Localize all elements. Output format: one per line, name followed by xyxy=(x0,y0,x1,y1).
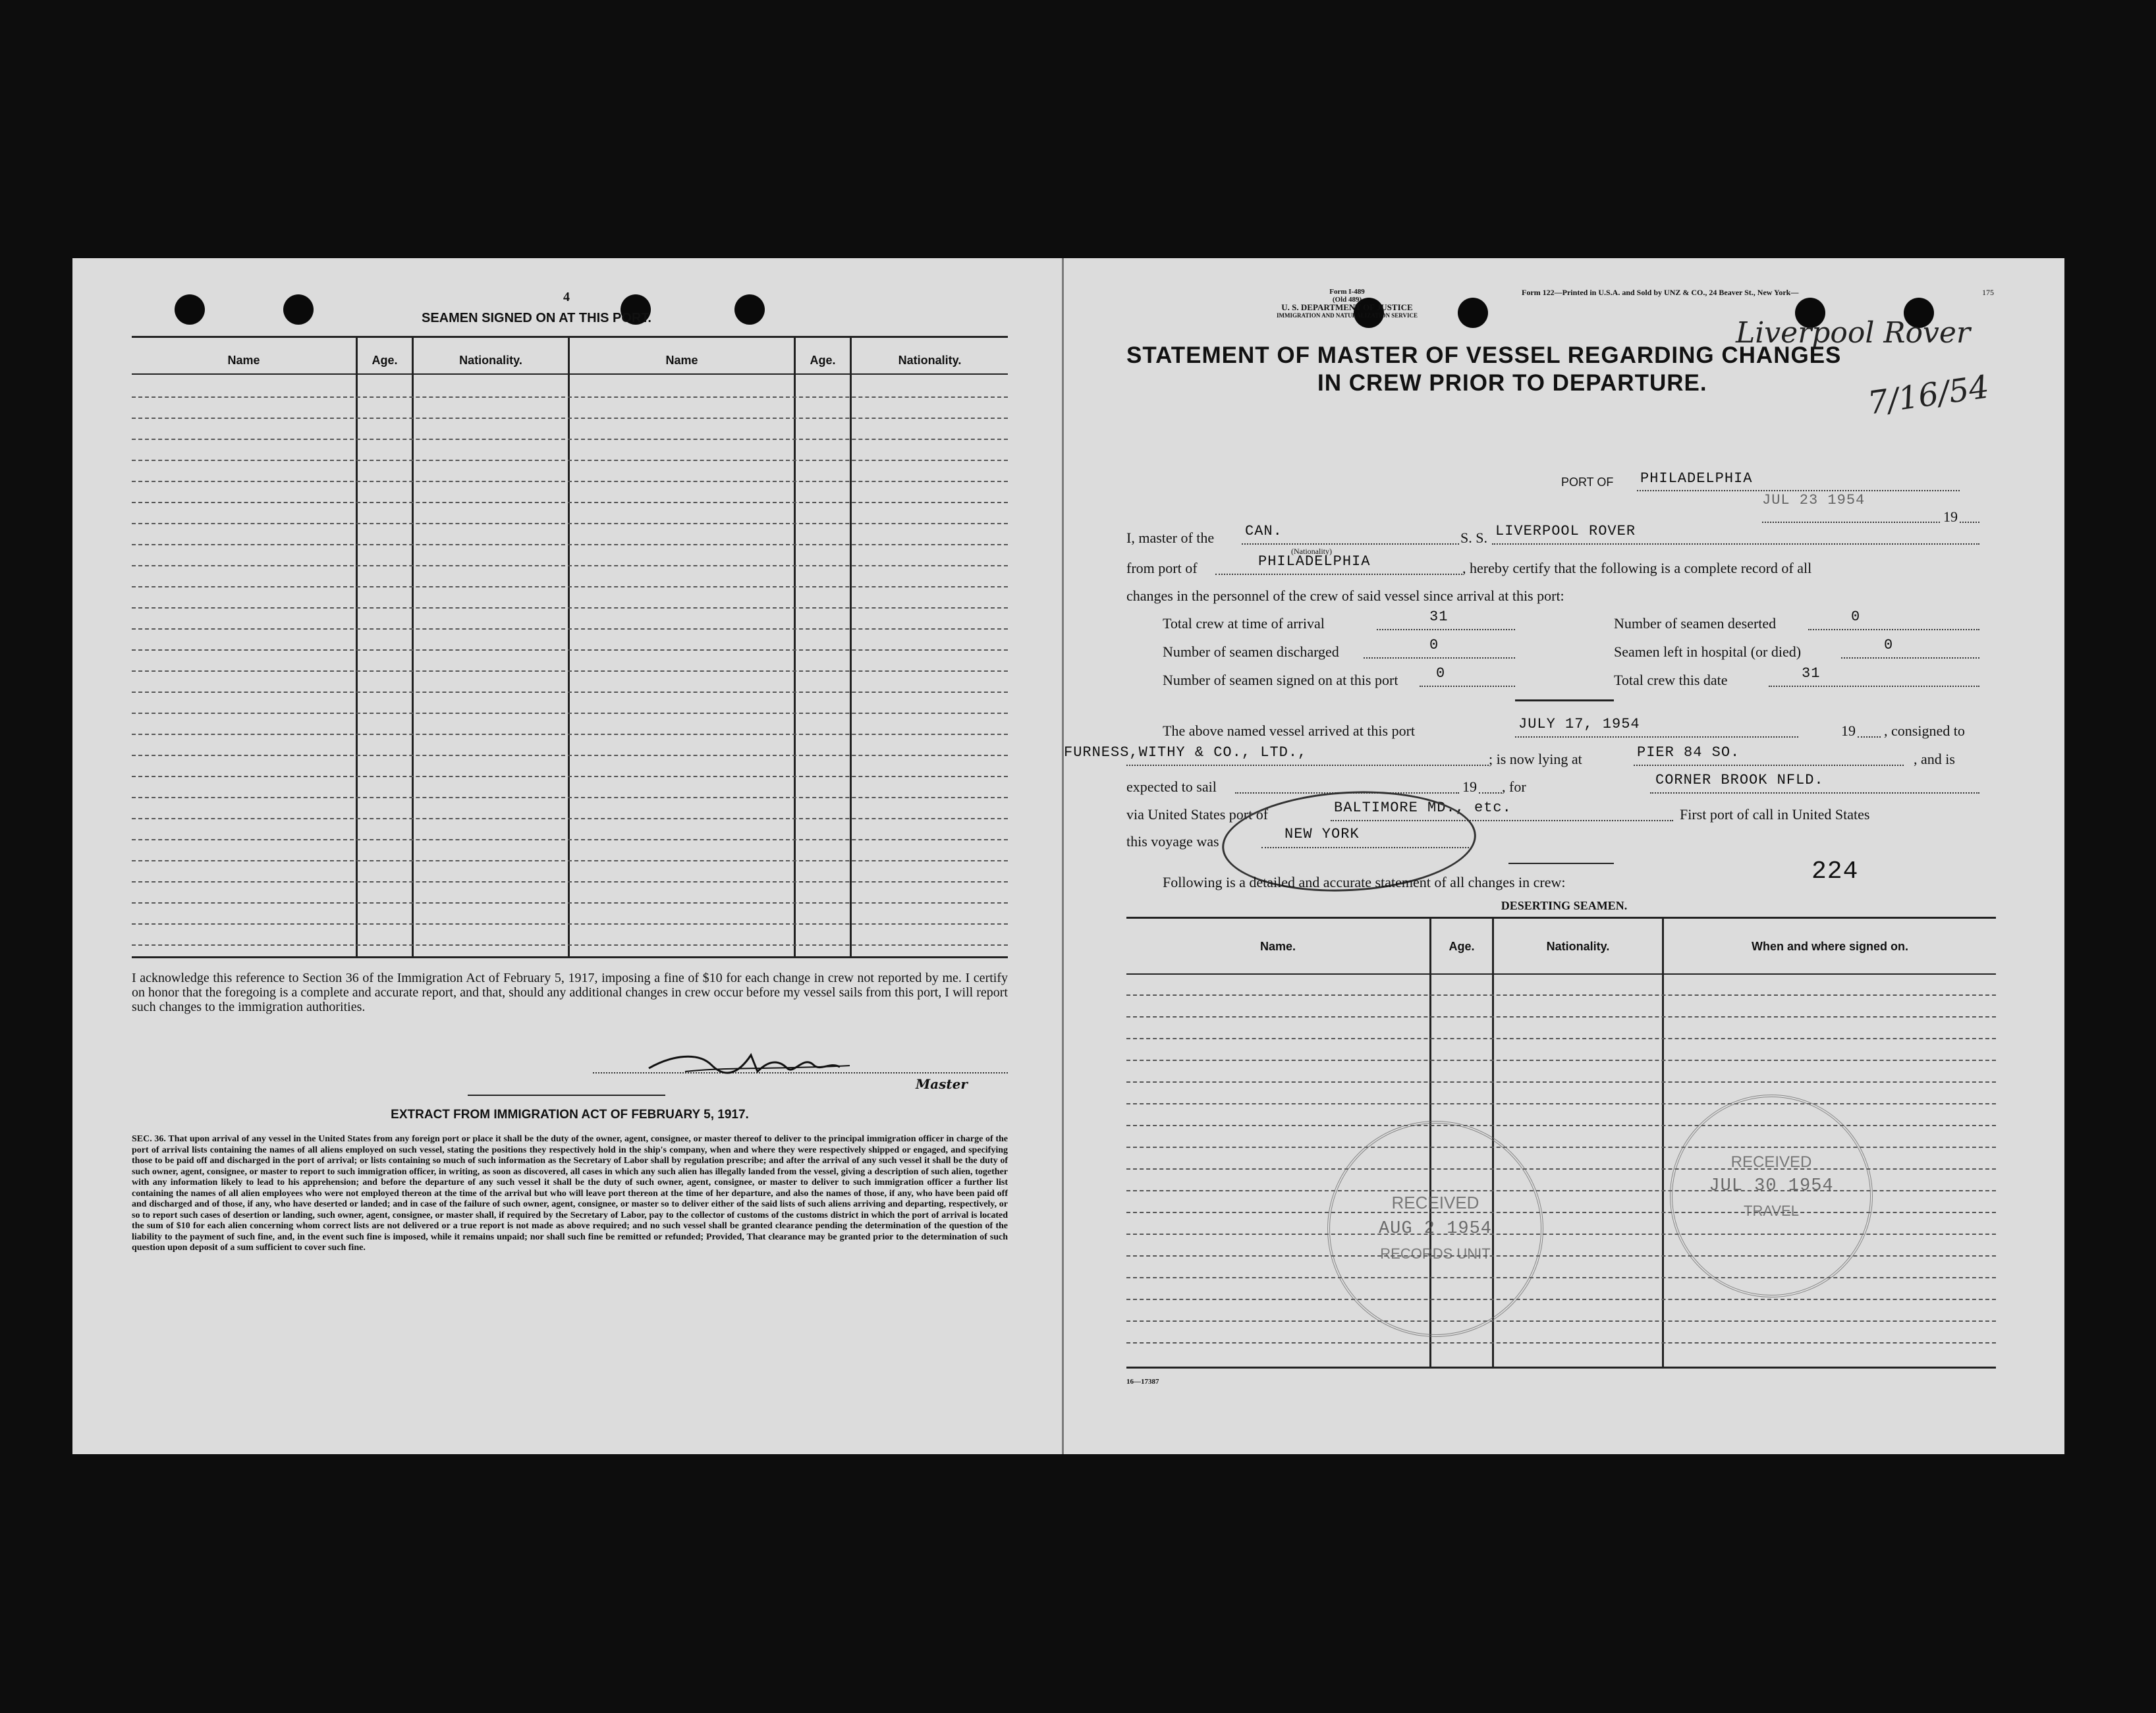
blank-row xyxy=(132,839,1008,840)
form-old: (Old 489) xyxy=(1332,296,1362,304)
stamp-line: RECEIVED xyxy=(1391,1193,1479,1212)
changes-number: 224 xyxy=(1811,857,1859,886)
stamp-line: JUL 30 1954 xyxy=(1709,1176,1834,1196)
ss-label: S. S. xyxy=(1460,530,1487,546)
blank-row xyxy=(1126,994,1996,996)
blank-row xyxy=(1126,1038,1996,1039)
blank-row xyxy=(1126,1103,1996,1104)
blank-row xyxy=(1126,1147,1996,1148)
discharged-label: Number of seamen discharged xyxy=(1163,643,1339,660)
printer-code: 175 xyxy=(1982,288,1994,297)
received-stamp xyxy=(1327,1121,1543,1337)
column-header-signed-on: When and where signed on. xyxy=(1751,940,1909,953)
date-stamp: JUL 23 1954 xyxy=(1762,492,1866,508)
blank-row xyxy=(132,628,1008,630)
blank-row xyxy=(132,439,1008,440)
column-header-age: Age. xyxy=(372,354,398,367)
form-header xyxy=(1215,288,1479,319)
and-is: , and is xyxy=(1914,751,1955,767)
blank-row xyxy=(1126,1255,1996,1257)
blank-row xyxy=(132,649,1008,651)
blank-row xyxy=(132,418,1008,419)
blank-row xyxy=(1126,1060,1996,1061)
blank-row xyxy=(132,586,1008,587)
for-value: CORNER BROOK NFLD. xyxy=(1655,772,1824,788)
following-text: Following is a detailed and accurate statement of all changes in crew: xyxy=(1163,874,1566,890)
total-crew-arrival-value: 31 xyxy=(1429,609,1449,625)
punch-hole-icon xyxy=(283,294,314,325)
punch-hole-icon xyxy=(175,294,205,325)
extract-title: EXTRACT FROM IMMIGRATION ACT OF FEBRUARY 5, 1917. xyxy=(391,1108,749,1122)
from-port-value: PHILADELPHIA xyxy=(1258,553,1371,570)
sail-label: expected to sail xyxy=(1126,778,1217,795)
blank-row xyxy=(1126,1277,1996,1278)
blank-row xyxy=(132,776,1008,777)
right-page xyxy=(1064,258,2064,1454)
column-header-nationality: Nationality. xyxy=(898,354,962,367)
blank-row xyxy=(132,565,1008,566)
blank-row xyxy=(132,755,1008,756)
blank-row xyxy=(132,481,1008,482)
port-label: PORT OF xyxy=(1561,476,1614,489)
blank-row xyxy=(132,692,1008,693)
blank-row xyxy=(132,860,1008,861)
blank-row xyxy=(132,502,1008,503)
handwritten-date: 7/16/54 xyxy=(1866,368,1992,422)
arrived-value: JULY 17, 1954 xyxy=(1518,716,1640,732)
blank-row xyxy=(1126,1299,1996,1300)
blank-row xyxy=(132,944,1008,946)
consigned-label: , consigned to xyxy=(1884,722,1965,739)
blank-row xyxy=(1126,1342,1996,1344)
page-number: 4 xyxy=(563,290,570,304)
column-header-name: Name. xyxy=(1259,940,1296,953)
blank-row xyxy=(132,797,1008,798)
signed-on-value: 0 xyxy=(1436,665,1446,682)
vessel-value: LIVERPOOL ROVER xyxy=(1495,523,1636,539)
printer-note: Form 122—Printed in U.S.A. and Sold by UNZ & CO., 24 Beaver St., New York— xyxy=(1522,288,1799,297)
discharged-value: 0 xyxy=(1429,637,1439,653)
master-signature xyxy=(646,1042,856,1081)
deserting-title: DESERTING SEAMEN. xyxy=(1501,899,1628,912)
blank-row xyxy=(1126,1320,1996,1322)
blank-row xyxy=(132,818,1008,819)
blank-row xyxy=(132,923,1008,925)
hospital-label: Seamen left in hospital (or died) xyxy=(1614,643,1802,660)
nationality-caption: (Nationality) xyxy=(1291,547,1332,556)
deserted-value: 0 xyxy=(1851,609,1861,625)
year-prefix-sail: 19 xyxy=(1462,778,1477,795)
hospital-value: 0 xyxy=(1884,637,1894,653)
acknowledgment-text: I acknowledge this reference to Section 36 of the Immigration Act of February 5, 1917, imposing a fine of $10 for each change in crew not reported by me. I certify on honor that the foregoing is a complete and accurate report, and that, should any additional changes in crew occur before my vessel sails from this port, I will report such changes to the immigration authorities. xyxy=(132,971,1008,1014)
from-port-label: from port of xyxy=(1126,560,1198,576)
lying-value: PIER 84 SO. xyxy=(1637,744,1740,761)
blank-row xyxy=(1126,1081,1996,1083)
handwritten-vessel: Liverpool Rover xyxy=(1736,316,1970,350)
form-title-line2: IN CREW PRIOR TO DEPARTURE. xyxy=(1317,370,1707,396)
received-stamp xyxy=(1670,1095,1873,1297)
changes-text: changes in the personnel of the crew of said vessel since arrival at this port: xyxy=(1126,587,1564,604)
department: U. S. DEPARTMENT OF JUSTICE xyxy=(1281,302,1413,312)
for-label: , for xyxy=(1502,778,1526,795)
nationality-value: CAN. xyxy=(1245,523,1283,539)
blank-row xyxy=(1126,1125,1996,1126)
blank-row xyxy=(1126,1234,1996,1235)
blank-row xyxy=(132,881,1008,883)
signed-on-table-title: SEAMEN SIGNED ON AT THIS PORT. xyxy=(422,311,651,325)
total-crew-arrival-label: Total crew at time of arrival xyxy=(1163,615,1325,632)
blank-row xyxy=(132,670,1008,672)
via-label: via United States port of xyxy=(1126,806,1269,823)
blank-row xyxy=(132,460,1008,461)
arrived-label: The above named vessel arrived at this port xyxy=(1163,722,1416,739)
stamp-line: RECORDS UNIT xyxy=(1380,1245,1491,1262)
column-header-nationality: Nationality. xyxy=(1546,940,1610,953)
stamp-line: AUG 2 1954 xyxy=(1378,1219,1493,1239)
punch-hole-icon xyxy=(734,294,765,325)
deserted-label: Number of seamen deserted xyxy=(1614,615,1777,632)
via-value: BALTIMORE MD., etc. xyxy=(1334,800,1512,816)
blank-row xyxy=(132,713,1008,714)
total-crew-today-label: Total crew this date xyxy=(1614,672,1728,688)
certify-text: , hereby certify that the following is a complete record of all xyxy=(1462,560,1812,576)
column-header-name: Name xyxy=(665,354,698,367)
blank-row xyxy=(132,607,1008,609)
signed-on-label: Number of seamen signed on at this port xyxy=(1163,672,1398,688)
form-number: Form I-489 xyxy=(1329,288,1365,296)
lying-label: ; is now lying at xyxy=(1489,751,1582,767)
year-prefix-arrival: 19 xyxy=(1841,722,1856,739)
total-crew-today-value: 31 xyxy=(1802,665,1821,682)
service: IMMIGRATION AND NATURALIZATION SERVICE xyxy=(1277,312,1418,319)
blank-row xyxy=(132,544,1008,545)
blank-row xyxy=(132,902,1008,904)
column-header-name: Name xyxy=(227,354,260,367)
signature-caption: Master xyxy=(916,1076,968,1092)
master-label: I, master of the xyxy=(1126,530,1215,546)
year-prefix: 19 xyxy=(1943,508,1958,525)
column-header-age: Age. xyxy=(810,354,836,367)
blank-row xyxy=(132,734,1008,735)
left-page xyxy=(72,258,1064,1454)
column-header-age: Age. xyxy=(1449,940,1475,953)
port-value: PHILADELPHIA xyxy=(1640,470,1753,487)
form-footer: 16—17387 xyxy=(1126,1378,1159,1386)
voyage-value: NEW YORK xyxy=(1285,826,1360,842)
consignee-value: FURNESS,WITHY & CO., LTD., xyxy=(1064,744,1308,761)
stamp-line: TRAVEL xyxy=(1744,1203,1799,1219)
extract-text: SEC. 36. That upon arrival of any vessel in the United States from any foreign port or place it shall be the duty of the owner, agent, consignee, or master thereof to deliver to the principal immigration officer in charge of the port of arrival lists containing the names of all aliens employed on such vessel, stating the positions they respectively hold in the ship's company, when and where they were respectively shipped or engaged, and specifying those to be paid off and discharged in the port of arrival; or lists containing so much of such information as the Secretary of Labor shall by regulation prescribe; and after the arrival of any such vessel it shall be the duty of such owner, agent, consignee, or master to report to such immigration officer, in writing, as soon as discovered, all cases in which any such alien has illegally landed from the vessel, giving a description of such alien, together with any information likely to lead to his apprehension; and before the departure of any such vessel it shall be the duty of such owner, agent, consignee, or master to deliver to such immigration officer a further list containing the names of all alien employees who were not employed thereon at the time of the arrival but who will leave port thereon at the time of her departure, and also the names of those, if any, who have been paid off and discharged and of those, if any, who have deserted or landed; and in case of the failure of such owner, agent, consignee, or master so to deliver either of the said lists of such aliens arriving and departing, respectively, or so to report such cases of desertion or landing, such owner, agent, consignee, or master shall, if required by the Secretary of Labor, pay to the collector of customs of the customs district in which the port of arrival is located the sum of $10 for each alien concerning whom correct lists are not delivered or a true report is not made as above required; and no such vessel shall be granted clearance pending the determination of the question of the liability to the payment of such fine, and, in the event such fine is imposed, while it remains unpaid; nor shall such fine be remitted or refunded; Provided, That clearance may be granted prior to the determination of such question upon deposit of a sum sufficient to cover such fine. xyxy=(132,1134,1008,1253)
blank-row xyxy=(1126,1016,1996,1018)
stamp-line: RECEIVED xyxy=(1730,1153,1812,1171)
voyage-label: this voyage was xyxy=(1126,833,1219,850)
form-title-line1: STATEMENT OF MASTER OF VESSEL REGARDING CHANGES xyxy=(1126,342,1842,368)
blank-row xyxy=(132,396,1008,398)
blank-row xyxy=(132,523,1008,524)
column-header-nationality: Nationality. xyxy=(459,354,522,367)
first-port-label: First port of call in United States xyxy=(1680,806,1870,823)
